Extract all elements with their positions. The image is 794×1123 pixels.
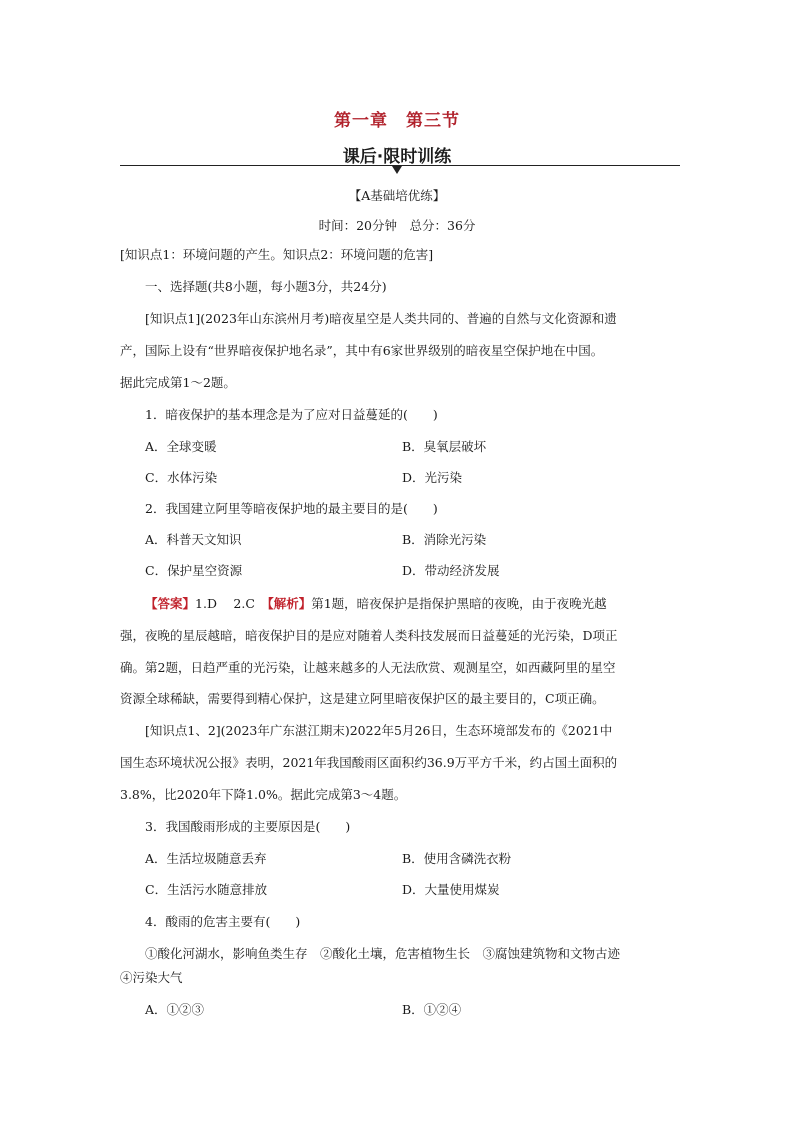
q2-option-c: C．保护星空资源 (145, 563, 243, 578)
q3-option-a: A．生活垃圾随意丢弃 (145, 851, 267, 866)
q3-stem: 3．我国酸雨形成的主要原因是( ) (145, 819, 351, 834)
passage2-line1: [知识点1、2](2023年广东湛江期末)2022年5月26日，生态环境部发布的《2021中 (145, 723, 613, 738)
q4-option-a: A．①②③ (145, 1002, 205, 1017)
q1-stem: 1．暗夜保护的基本理念是为了应对日益蔓延的( ) (145, 407, 438, 422)
time-info: 时间：20分钟 总分：36分 (318, 218, 476, 233)
answer-tag: 【答案】 (145, 596, 196, 611)
section-subtitle: 课后·限时训练 (342, 147, 452, 167)
answer1-line1 (145, 594, 715, 614)
chapter-title: 第一章 第三节 (334, 111, 460, 131)
q1-option-d: D．光污染 (402, 470, 463, 485)
q4-items-line1: ①酸化河湖水，影响鱼类生存 ②酸化土壤，危害植物生长 ③腐蚀建筑物和文物古迹 (145, 946, 621, 961)
passage2-line2: 国生态环境状况公报》表明，2021年我国酸雨区面积约36.9万平方千米，约占国土面积的 (120, 755, 618, 770)
q2-option-d: D．带动经济发展 (402, 563, 500, 578)
analysis-tag: 【解析】 (267, 596, 312, 611)
passage1-line2: 产，国际上设有“世界暗夜保护地名录”，其中有6家世界级别的暗夜星空保护地在中国。 (120, 343, 604, 358)
q1-option-b: B．臭氧层破坏 (402, 439, 487, 454)
q3-option-d: D．大量使用煤炭 (402, 882, 500, 897)
knowledge-points: [知识点1：环境问题的产生。知识点2：环境问题的危害] (120, 247, 434, 262)
answer-text: 1.D 2.C (195, 596, 268, 611)
part-title: 一、选择题(共8小题，每小题3分，共24分) (145, 279, 387, 294)
passage1-line1: [知识点1](2023年山东滨州月考)暗夜星空是人类共同的、普遍的自然与文化资源和遗 (145, 311, 617, 326)
q3-option-b: B．使用含磷洗衣粉 (402, 851, 512, 866)
q1-option-a: A．全球变暖 (145, 439, 217, 454)
answer1-line4: 资源全球稀缺，需要得到精心保护，这是建立阿里暗夜保护区的最主要目的，C项正确。 (120, 691, 605, 706)
q1-option-c: C．水体污染 (145, 470, 218, 485)
triangle-down-icon (392, 166, 402, 174)
q4-option-b: B．①②④ (402, 1002, 462, 1017)
passage2-line3: 3.8%，比2020年下降1.0%。据此完成第3～4题。 (120, 787, 407, 802)
q4-stem: 4．酸雨的危害主要有( ) (145, 914, 301, 929)
passage1-line3: 据此完成第1～2题。 (120, 375, 236, 390)
answer1-line3: 确。第2题，日趋严重的光污染，让越来越多的人无法欣赏、观测星空，如西藏阿里的星空 (120, 660, 616, 675)
level-label: 【A基础培优练】 (348, 188, 446, 203)
q2-option-a: A．科普天文知识 (145, 532, 242, 547)
q2-option-b: B．消除光污染 (402, 532, 487, 547)
q3-option-c: C．生活污水随意排放 (145, 882, 268, 897)
q2-stem: 2．我国建立阿里等暗夜保护地的最主要目的是( ) (145, 501, 438, 516)
analysis-text: 第1题，暗夜保护是指保护黑暗的夜晚，由于夜晚光越 (311, 596, 607, 611)
q4-items-line2: ④污染大气 (120, 970, 183, 985)
answer1-line2: 强，夜晚的星辰越暗，暗夜保护目的是应对随着人类科技发展而日益蔓延的光污染，D项正 (120, 628, 618, 643)
